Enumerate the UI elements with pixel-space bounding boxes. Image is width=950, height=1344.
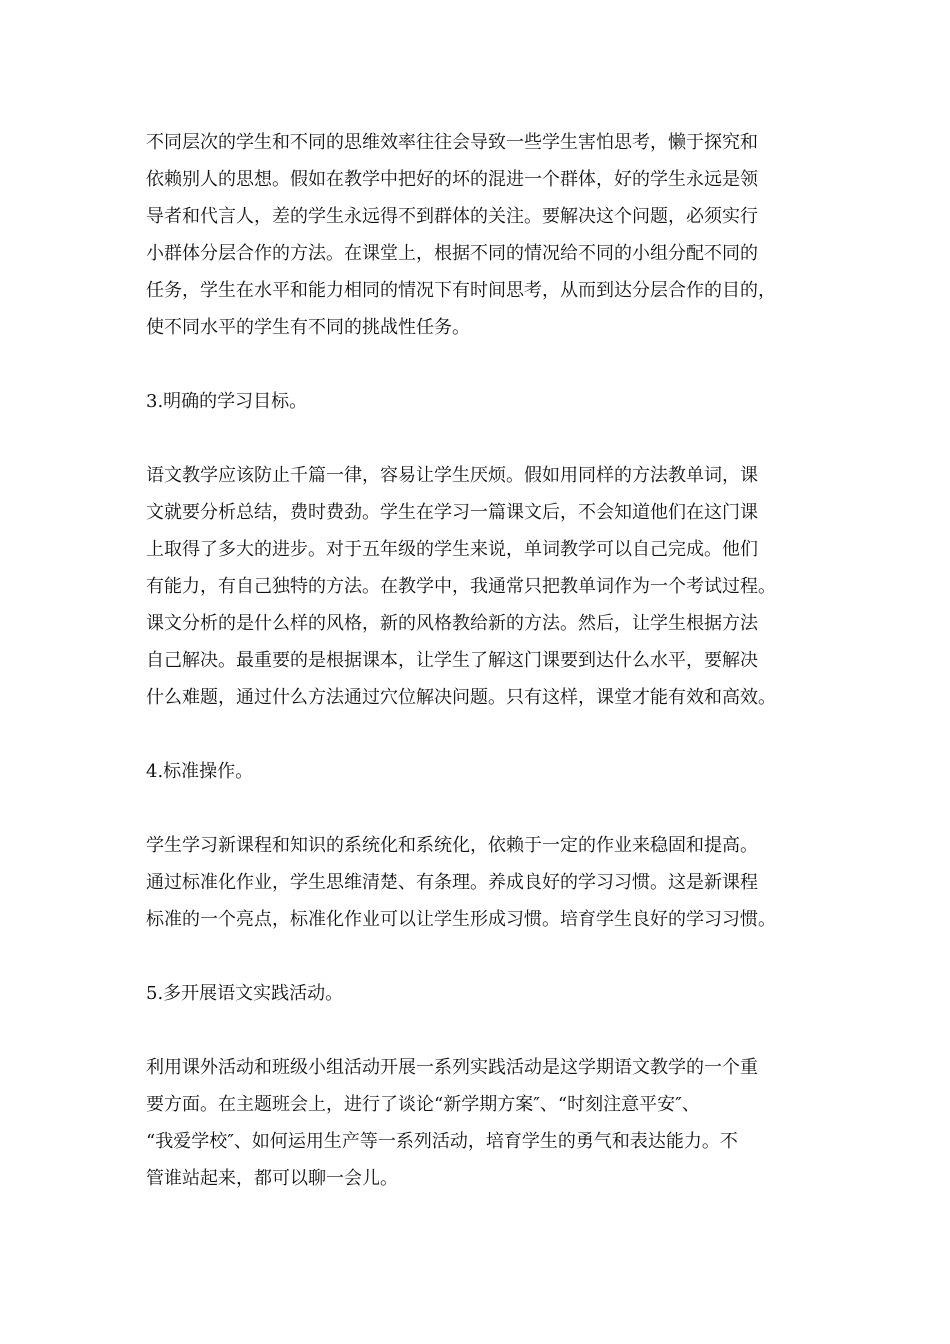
paragraph-spacer: [146, 1012, 810, 1049]
section-heading-3: [146, 383, 810, 420]
text-line: 语文教学应该防止千篇一律，容易让学生厌烦。假如用同样的方法教单词，课: [146, 465, 758, 486]
text-line: 自己解决。最重要的是根据课本，让学生了解这门课要到达什么水平，要解决: [146, 650, 758, 671]
heading-text: 5.多开展语文实践活动。: [146, 983, 344, 1004]
paragraph-spacer: [146, 938, 810, 975]
section-heading-5: [146, 975, 810, 1012]
text-line: 依赖别人的思想。假如在教学中把好的坏的混进一个群体，好的学生永远是领: [146, 169, 758, 190]
heading-text: 3.明确的学习目标。: [146, 391, 308, 412]
text-line: 有能力，有自己独特的方法。在教学中，我通常只把教单词作为一个考试过程。: [146, 576, 776, 597]
paragraph-spacer: [146, 716, 810, 753]
paragraph-spacer: [146, 420, 810, 457]
paragraph-spacer: [146, 790, 810, 827]
text-line: 使不同水平的学生有不同的挑战性任务。: [146, 317, 470, 338]
text-line: 上取得了多大的进步。对于五年级的学生来说，单词教学可以自己完成。他们: [146, 539, 758, 560]
text-line: 通过标准化作业，学生思维清楚、有条理。养成良好的学习习惯。这是新课程: [146, 872, 758, 893]
text-line: 文就要分析总结，费时费劲。学生在学习一篇课文后，不会知道他们在这门课: [146, 502, 758, 523]
text-line: 要方面。在主题班会上，进行了谈论“新学期方案″、“时刻注意平安″、: [146, 1094, 700, 1115]
text-line: 标准的一个亮点，标准化作业可以让学生形成习惯。培育学生良好的学习习惯。: [146, 909, 776, 930]
text-line: 小群体分层合作的方法。在课堂上，根据不同的情况给不同的小组分配不同的: [146, 243, 758, 264]
heading-text: 4.标准操作。: [146, 761, 254, 782]
text-line: 什么难题，通过什么方法通过穴位解决问题。只有这样，课堂才能有效和高效。: [146, 687, 776, 708]
paragraph-practice-activities: [146, 1049, 810, 1197]
text-line: 课文分析的是什么样的风格，新的风格教给新的方法。然后，让学生根据方法: [146, 613, 758, 634]
paragraph-group-work: [146, 124, 810, 346]
text-line: 导者和代言人，差的学生永远得不到群体的关注。要解决这个问题，必须实行: [146, 206, 758, 227]
paragraph-standard-operation: [146, 827, 810, 938]
paragraph-spacer: [146, 346, 810, 383]
paragraph-learning-goals: [146, 457, 810, 716]
text-line: 学生学习新课程和知识的系统化和系统化，依赖于一定的作业来稳固和提高。: [146, 835, 758, 856]
document-body: [146, 124, 810, 1197]
section-heading-4: [146, 753, 810, 790]
text-line: 利用课外活动和班级小组活动开展一系列实践活动是这学期语文教学的一个重: [146, 1057, 758, 1078]
text-line: 任务，学生在水平和能力相同的情况下有时间思考，从而到达分层合作的目的，: [146, 280, 776, 301]
text-line: 不同层次的学生和不同的思维效率往往会导致一些学生害怕思考，懒于探究和: [146, 132, 758, 153]
text-line: “我爱学校″、如何运用生产等一系列活动，培育学生的勇气和表达能力。不: [146, 1131, 738, 1152]
text-line: 管谁站起来，都可以聊一会儿。: [146, 1168, 398, 1189]
